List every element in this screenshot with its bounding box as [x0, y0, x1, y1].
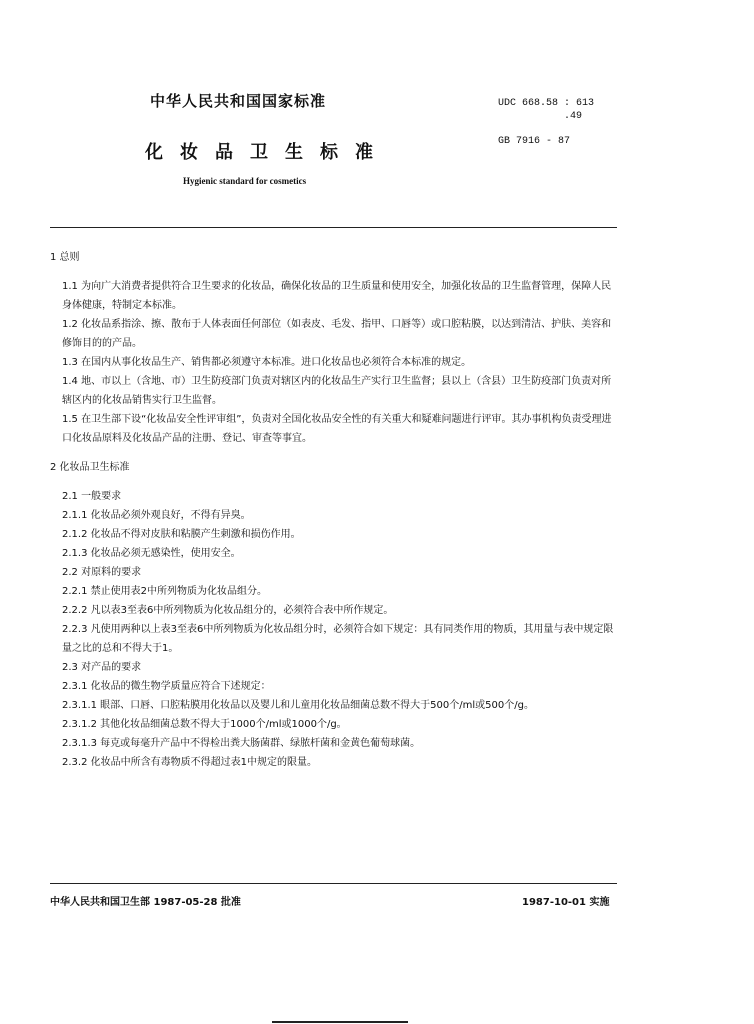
paragraph: 1.5 在卫生部下设“化妆品安全性评审组”，负责对全国化妆品安全性的有关重大和疑难问题进行评审。其办事机构负责受理进口化妆品原料及化妆品产品的注册、登记、审查等事宜。 — [62, 414, 612, 444]
paragraph: 2.3.2 化妆品中所含有毒物质不得超过表1中规定的限量。 — [62, 757, 317, 768]
approval-date: 中华人民共和国卫生部 1987-05-28 批准 — [50, 897, 241, 908]
page-bottom-rule — [272, 1021, 408, 1023]
section-heading: 2 化妆品卫生标准 — [50, 462, 130, 473]
paragraph: 1.1 为向广大消费者提供符合卫生要求的化妆品，确保化妆品的卫生质量和使用安全，加强化妆品的卫生监督管理，保障人民身体健康，特制定本标准。 — [62, 281, 612, 311]
paragraph: 2.1.3 化妆品必须无感染性，使用安全。 — [62, 548, 241, 559]
paragraph: 1.2 化妆品系指涂、擦、散布于人体表面任何部位（如表皮、毛发、指甲、口唇等）或口腔粘膜，以达到清洁、护肤、美容和修饰目的的产品。 — [62, 319, 612, 349]
udc-code — [498, 97, 594, 123]
section-heading: 1 总则 — [50, 252, 80, 263]
document-title: 化妆品卫生标准 — [145, 142, 390, 163]
paragraph: 2.1 一般要求 — [62, 491, 122, 502]
paragraph: 1.4 地、市以上（含地、市）卫生防疫部门负责对辖区内的化妆品生产实行卫生监督；县以上（含县）卫生防疫部门负责对所辖区内的化妆品销售实行卫生监督。 — [62, 376, 612, 406]
paragraph: 2.3.1.2 其他化妆品细菌总数不得大于1000个/ml或1000个/g。 — [62, 719, 347, 730]
effective-date: 1987-10-01 实施 — [522, 897, 610, 908]
paragraph: 2.3 对产品的要求 — [62, 662, 142, 673]
paragraph: 2.1.1 化妆品必须外观良好，不得有异臭。 — [62, 510, 251, 521]
paragraph: 2.3.1.1 眼部、口唇、口腔粘膜用化妆品以及婴儿和儿童用化妆品细菌总数不得大于500个/ml或500个/g。 — [62, 700, 534, 711]
paragraph: 1.3 在国内从事化妆品生产、销售都必须遵守本标准。进口化妆品也必须符合本标准的规定。 — [62, 357, 472, 368]
document-title-english: Hygienic standard for cosmetics — [183, 176, 307, 186]
paragraph: 2.1.2 化妆品不得对皮肤和粘膜产生刺激和损伤作用。 — [62, 529, 301, 540]
header-divider — [50, 227, 617, 228]
paragraph: 2.3.1 化妆品的微生物学质量应符合下述规定： — [62, 681, 271, 692]
udc-line-1: UDC 668.58 : 613 — [498, 98, 595, 109]
section-1 — [50, 248, 617, 448]
paragraph: 2.2 对原料的要求 — [62, 567, 142, 578]
section-2 — [50, 458, 617, 772]
document-body — [50, 248, 617, 772]
issuing-authority: 中华人民共和国国家标准 — [150, 92, 327, 110]
paragraph: 2.2.3 凡使用两种以上表3至表6中所列物质为化妆品组分时，必须符合如下规定：具有同类作用的物质，其用量与表中规定限量之比的总和不得大于1。 — [62, 624, 614, 654]
paragraph: 2.3.1.3 每克或每毫升产品中不得检出粪大肠菌群、绿脓杆菌和金黄色葡萄球菌。 — [62, 738, 421, 749]
footer-divider — [50, 883, 617, 884]
standard-number: GB 7916 - 87 — [498, 136, 571, 147]
udc-line-2: .49 — [564, 111, 583, 122]
paragraph: 2.2.2 凡以表3至表6中所列物质为化妆品组分的，必须符合表中所作规定。 — [62, 605, 394, 616]
paragraph: 2.2.1 禁止使用表2中所列物质为化妆品组分。 — [62, 586, 267, 597]
